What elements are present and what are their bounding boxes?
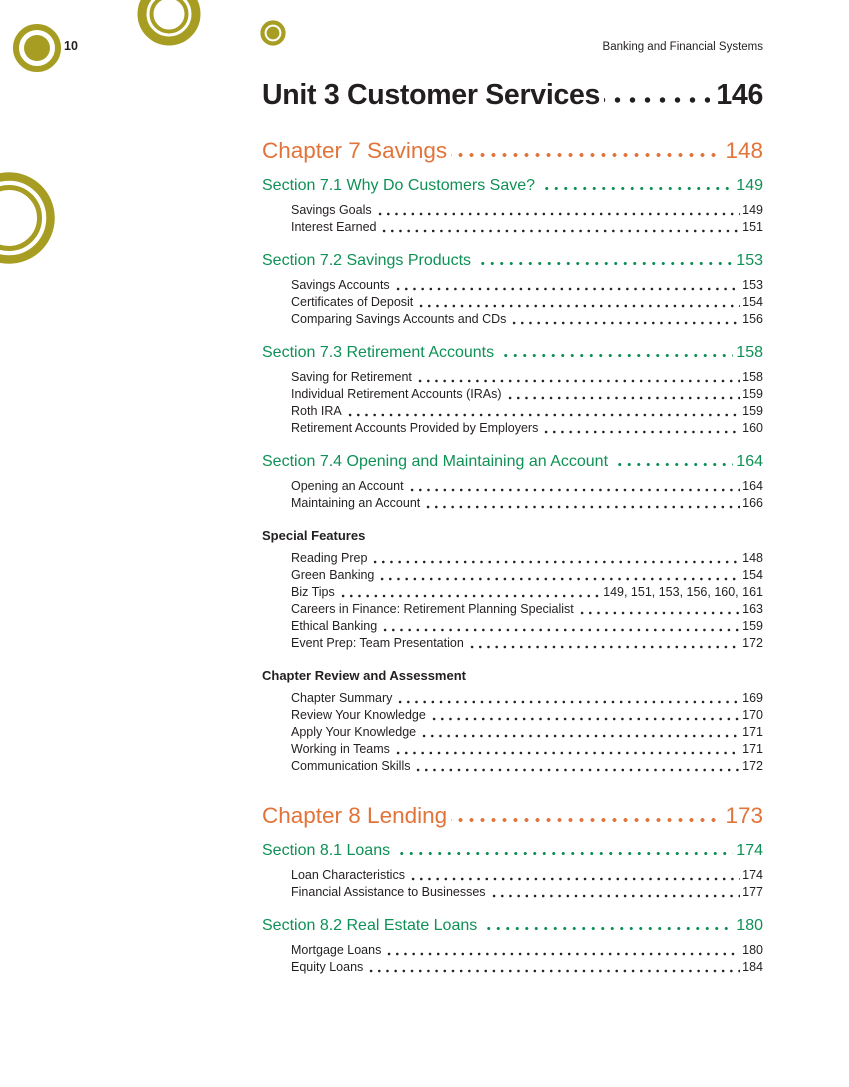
toc-entry-title: Interest Earned (291, 220, 377, 234)
toc-entry-item (262, 707, 763, 724)
toc-entry-page: 154 (742, 568, 763, 582)
toc-entry-title: Savings Goals (291, 203, 372, 217)
toc-entry-title: Section 7.4 Opening and Maintaining an Account (262, 453, 609, 470)
toc-entry-title: Review Your Knowledge (291, 708, 426, 722)
toc-entry-section (262, 453, 763, 471)
toc-dot-leader (414, 369, 740, 386)
small-bullseye-circle-icon (259, 19, 287, 47)
toc-entry-item (262, 690, 763, 707)
toc-dot-leader (365, 959, 740, 976)
toc-entry-page: 151 (742, 220, 763, 234)
toc-entry-page: 149 (742, 203, 763, 217)
toc-entry-page: 172 (742, 636, 763, 650)
toc-dot-leader (451, 803, 722, 829)
toc-entry-title: Special Features (262, 528, 366, 543)
toc-entry-title: Saving for Retirement (291, 370, 412, 384)
toc-entry-title: Communication Skills (291, 759, 411, 773)
toc-dot-leader (418, 724, 740, 741)
toc-dot-leader (466, 635, 740, 652)
toc-entry-item (262, 219, 763, 236)
toc-entry-title: Comparing Savings Accounts and CDs (291, 312, 507, 326)
toc-entry-title: Loan Characteristics (291, 868, 405, 882)
toc-entry-page: 164 (742, 479, 763, 493)
toc-entry-page: 180 (742, 943, 763, 957)
toc-entry-title: Mortgage Loans (291, 943, 382, 957)
toc-entry-title: Certificates of Deposit (291, 295, 414, 309)
toc-entry-title: Apply Your Knowledge (291, 725, 417, 739)
toc-entry-page: 174 (742, 868, 763, 882)
toc-entry-page: 172 (742, 759, 763, 773)
toc-dot-leader (406, 478, 741, 495)
toc-entry-title: Opening an Account (291, 479, 404, 493)
toc-entry-item (262, 724, 763, 741)
toc-dot-leader (415, 294, 740, 311)
toc-entry-title: Unit 3 Customer Services (262, 79, 601, 111)
toc-entry-item (262, 635, 763, 652)
toc-dot-leader (504, 386, 741, 403)
toc-entry-title: Section 8.2 Real Estate Loans (262, 917, 478, 934)
toc-entry-item (262, 942, 763, 959)
toc-entry-title: Section 7.2 Savings Products (262, 252, 472, 269)
toc-entry-item (262, 601, 763, 618)
toc-entry-section (262, 917, 763, 935)
toc-entry-item (262, 584, 763, 601)
toc-entry-section (262, 842, 763, 860)
toc-entry-title: Equity Loans (291, 960, 364, 974)
toc-entry-title: Individual Retirement Accounts (IRAs) (291, 387, 502, 401)
toc-entry-item (262, 478, 763, 495)
toc-dot-leader (422, 495, 740, 512)
toc-entry-page: 171 (742, 742, 763, 756)
toc-entry-title: Chapter 8 Lending (262, 803, 448, 828)
toc-entry-page: 158 (742, 370, 763, 384)
toc-entry-item (262, 369, 763, 386)
toc-dot-leader (428, 707, 740, 724)
toc-entry-page: 156 (742, 312, 763, 326)
toc-entry-page: 153 (742, 278, 763, 292)
toc-entry-item (262, 567, 763, 584)
toc-dot-leader (475, 252, 733, 270)
toc-entry-title: Section 7.3 Retirement Accounts (262, 344, 495, 361)
toc-entry-page: 159 (742, 387, 763, 401)
toc-entry-page: 174 (736, 842, 763, 859)
toc-entry-page: 184 (742, 960, 763, 974)
toc-entry-chapter (262, 803, 763, 829)
toc-dot-leader (344, 403, 740, 420)
toc-entry-item (262, 403, 763, 420)
toc-entry-page: 153 (736, 252, 763, 269)
running-head: Banking and Financial Systems (602, 41, 763, 53)
toc-entry-item (262, 758, 763, 775)
toc-entry-page: 154 (742, 295, 763, 309)
page-number: 10 (64, 39, 78, 53)
bullseye-circle-icon (12, 23, 62, 73)
toc-entry-item (262, 741, 763, 758)
toc-entry-title: Section 7.1 Why Do Customers Save? (262, 177, 536, 194)
toc-entry-item (262, 550, 763, 567)
toc-entry-page: 148 (742, 551, 763, 565)
toc-entry-item (262, 311, 763, 328)
toc-entry-item (262, 277, 763, 294)
toc-entry-page: 166 (742, 496, 763, 510)
toc-entry-title: Chapter Summary (291, 691, 393, 705)
toc-entry-title: Reading Prep (291, 551, 368, 565)
toc-entry-title: Roth IRA (291, 404, 342, 418)
toc-entry-unit (262, 80, 763, 110)
toc-entry-title: Biz Tips (291, 585, 335, 599)
toc-entry-title: Careers in Finance: Retirement Planning Specialist (291, 602, 574, 616)
toc-entry-section (262, 344, 763, 362)
toc-entry-item (262, 959, 763, 976)
toc-entry-page: 169 (742, 691, 763, 705)
toc-entry-page: 148 (725, 138, 763, 163)
toc-entry-title: Retirement Accounts Provided by Employers (291, 421, 539, 435)
toc-entry-page: 164 (736, 453, 763, 470)
toc-entry-title: Chapter 7 Savings (262, 138, 448, 163)
toc-entry-item (262, 618, 763, 635)
toc-dot-leader (576, 601, 740, 618)
toc-dot-leader (498, 344, 733, 362)
toc-dot-leader (378, 219, 740, 236)
toc-entry-page: 171 (742, 725, 763, 739)
toc-entry-heading (262, 668, 763, 683)
toc-entry-section (262, 177, 763, 195)
toc-entry-title: Chapter Review and Assessment (262, 668, 466, 683)
toc-dot-leader (488, 884, 741, 901)
toc-dot-leader (369, 550, 740, 567)
toc-entry-title: Financial Assistance to Businesses (291, 885, 486, 899)
toc-dot-leader (374, 202, 741, 219)
toc-dot-leader (612, 453, 733, 471)
toc-dot-leader (392, 741, 740, 758)
toc-entry-title: Working in Teams (291, 742, 390, 756)
toc-entry-page: 163 (742, 602, 763, 616)
toc-dot-leader (481, 917, 733, 935)
toc-entry-item (262, 495, 763, 512)
toc-entry-page: 159 (742, 619, 763, 633)
toc-dot-leader (412, 758, 740, 775)
toc-entry-page: 158 (736, 344, 763, 361)
toc-entry-title: Section 8.1 Loans (262, 842, 391, 859)
toc-entry-page: 149, 151, 153, 156, 160, 161 (603, 585, 763, 599)
toc-entry-page: 159 (742, 404, 763, 418)
toc-entry-item (262, 884, 763, 901)
toc-entry-item (262, 386, 763, 403)
toc-entry-page: 173 (725, 803, 763, 828)
toc (262, 80, 763, 976)
toc-entry-page: 160 (742, 421, 763, 435)
toc-dot-leader (337, 584, 601, 601)
toc-dot-leader (604, 80, 710, 110)
toc-dot-leader (508, 311, 740, 328)
toc-entry-page: 180 (736, 917, 763, 934)
toc-dot-leader (392, 277, 740, 294)
toc-dot-leader (376, 567, 740, 584)
toc-dot-leader (407, 867, 740, 884)
toc-dot-leader (379, 618, 740, 635)
toc-entry-title: Event Prep: Team Presentation (291, 636, 464, 650)
toc-dot-leader (394, 690, 740, 707)
toc-entry-page: 177 (742, 885, 763, 899)
toc-entry-title: Savings Accounts (291, 278, 390, 292)
toc-entry-heading (262, 528, 763, 543)
toc-entry-item (262, 294, 763, 311)
toc-dot-leader (394, 842, 733, 860)
toc-dot-leader (540, 420, 740, 437)
toc-entry-title: Green Banking (291, 568, 375, 582)
toc-entry-page: 146 (716, 79, 763, 111)
toc-entry-title: Ethical Banking (291, 619, 378, 633)
toc-dot-leader (383, 942, 740, 959)
toc-entry-section (262, 252, 763, 270)
toc-dot-leader (539, 177, 733, 195)
double-ring-circle-icon (131, 0, 207, 52)
toc-entry-item (262, 867, 763, 884)
toc-entry-item (262, 420, 763, 437)
double-ring-arc-icon (0, 168, 59, 268)
toc-entry-page: 149 (736, 177, 763, 194)
toc-entry-chapter (262, 138, 763, 164)
toc-entry-title: Maintaining an Account (291, 496, 421, 510)
toc-entry-page: 170 (742, 708, 763, 722)
toc-dot-leader (451, 138, 722, 164)
toc-entry-item (262, 202, 763, 219)
